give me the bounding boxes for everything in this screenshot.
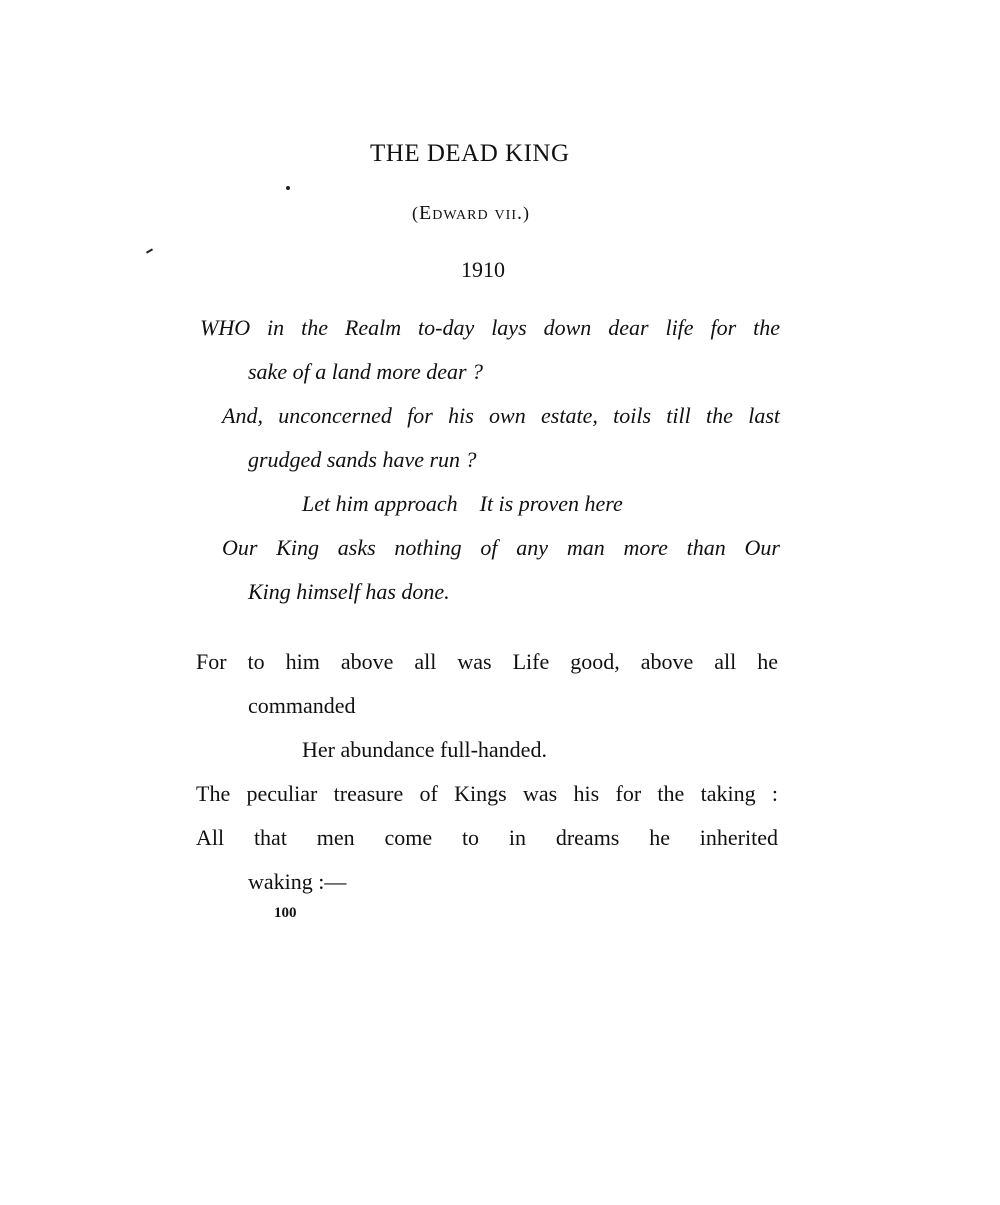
subtitle-name: Edward vii. xyxy=(419,202,523,224)
ink-speck xyxy=(146,248,153,253)
verse-line: waking :— xyxy=(248,869,347,894)
poem-subtitle xyxy=(412,202,530,225)
verse-line: grudged sands have run ? xyxy=(248,447,477,472)
poem-title: THE DEAD KING xyxy=(370,140,570,167)
verse-line: King himself has done. xyxy=(248,579,450,604)
verse-line: sake of a land more dear ? xyxy=(248,359,484,384)
verse-line: Her abundance full-handed. xyxy=(302,737,547,762)
verse-line: All that men come to in dreams he inherited xyxy=(196,825,778,850)
subtitle-open-paren: ( xyxy=(412,203,419,223)
verse-line: Let him approach It is proven here xyxy=(302,491,623,516)
verse-line: Our King asks nothing of any man more than Our xyxy=(222,535,780,560)
verse-line: The peculiar treasure of Kings was his for the taking : xyxy=(196,781,778,806)
verse-line: For to him above all was Life good, above all he xyxy=(196,649,778,674)
poem-year: 1910 xyxy=(461,257,505,282)
verse-line: WHO in the Realm to-day lays down dear life for the xyxy=(200,315,780,340)
subtitle-close-paren: ) xyxy=(522,203,530,223)
page-number: 100 xyxy=(274,905,297,921)
verse-line: And, unconcerned for his own estate, toils till the last xyxy=(222,403,780,428)
ink-speck xyxy=(286,186,290,190)
verse-line: commanded xyxy=(248,693,356,718)
